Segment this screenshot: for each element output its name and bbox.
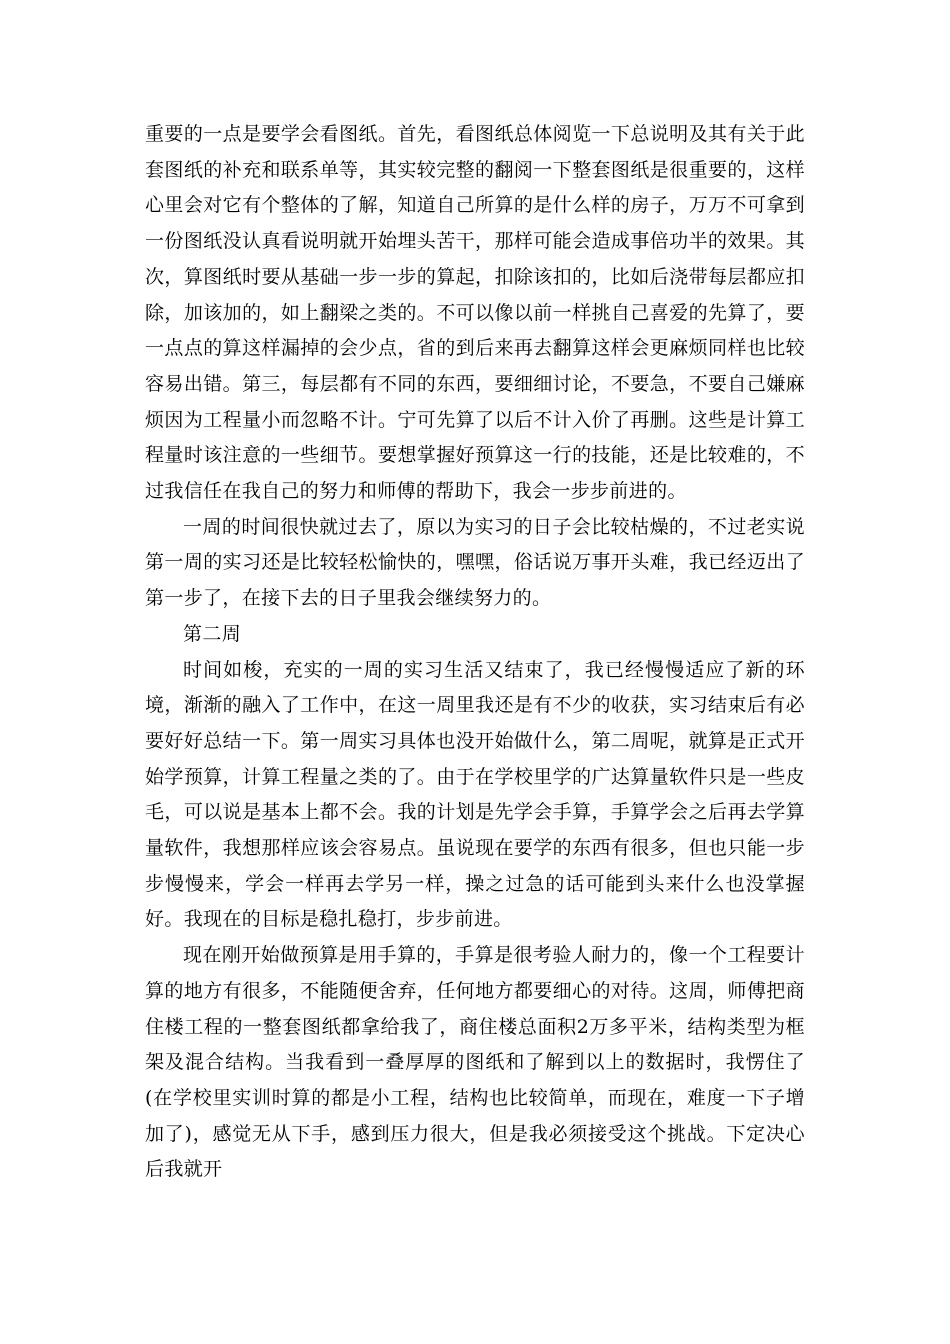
paragraph-4: 现在刚开始做预算是用手算的，手算是很考验人耐力的，像一个工程要计算的地方有很多，不能随便舍弃，任何地方都要细心的对待。这周，师傅把商住楼工程的一整套图纸都拿给我了，商住楼总面积2万多平米，结构类型为框架及混合结构。当我看到一叠厚厚的图纸和了解到以上的数据时，我愣住了(在学校里实训时算的都是小工程，结构也比较简单，而现在，难度一下子增加了)，感觉无从下手，感到压力很大，但是我必须接受这个挑战。下定决心后我就开	[145, 944, 805, 1181]
paragraph-2: 一周的时间很快就过去了，原以为实习的日子会比较枯燥的，不过老实说第一周的实习还是比较轻松愉快的，嘿嘿，俗话说万事开头难，我已经迈出了第一步了，在接下去的日子里我会继续努力的。	[145, 515, 805, 610]
section-heading-week-two: 第二周	[183, 622, 242, 645]
paragraph-3: 时间如梭，充实的一周的实习生活又结束了，我已经慢慢适应了新的环境，渐渐的融入了工作中，在这一周里我还是有不少的收获，实习结束后有必要好好总结一下。第一周实习具体也没开始做什么，第二周呢，就算是正式开始学预算，计算工程量之类的了。由于在学校里学的广达算量软件只是一些皮毛，可以说是基本上都不会。我的计划是先学会手算，手算学会之后再去学算量软件，我想那样应该会容易点。虽说现在要学的东西有很多，但也只能一步步慢慢来，学会一样再去学另一样，操之过急的话可能到头来什么也没掌握好。我现在的目标是稳扎稳打，步步前进。	[145, 658, 805, 931]
document-page	[145, 117, 805, 1188]
paragraph-1: 重要的一点是要学会看图纸。首先，看图纸总体阅览一下总说明及其有关于此套图纸的补充和联系单等，其实较完整的翻阅一下整套图纸是很重要的，这样心里会对它有个整体的了解，知道自己所算的是什么样的房子，万万不可拿到一份图纸没认真看说明就开始埋头苦干，那样可能会造成事倍功半的效果。其次，算图纸时要从基础一步一步的算起，扣除该扣的，比如后浇带每层都应扣除，加该加的，如上翻梁之类的。不可以像以前一样挑自己喜爱的先算了，要一点点的算这样漏掉的会少点，省的到后来再去翻算这样会更麻烦同样也比较容易出错。第三，每层都有不同的东西，要细细讨论，不要急，不要自己嫌麻烦因为工程量小而忽略不计。宁可先算了以后不计入价了再删。这些是计算工程量时该注意的一些细节。要想掌握好预算这一行的技能，还是比较难的，不过我信任在我自己的努力和师傅的帮助下，我会一步步前进的。	[145, 123, 805, 503]
